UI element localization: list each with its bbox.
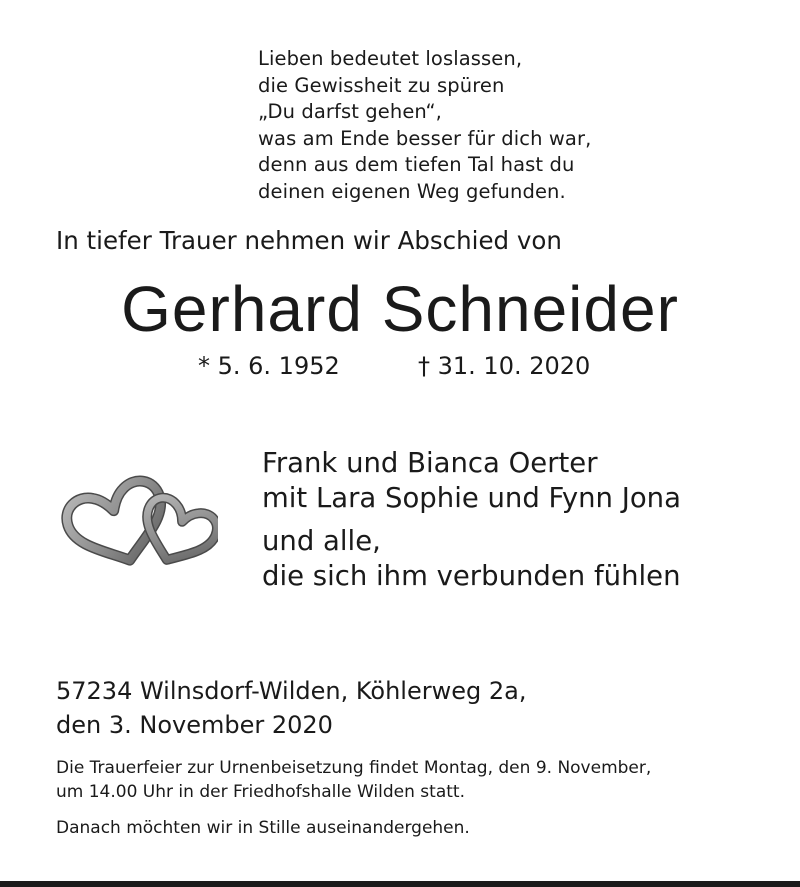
poem bbox=[258, 46, 591, 205]
death-date: † 31. 10. 2020 bbox=[418, 352, 591, 380]
family-signature bbox=[262, 446, 681, 594]
poem-line: die Gewissheit zu spüren bbox=[258, 73, 505, 97]
intro-text: In tiefer Trauer nehmen wir Abschied von bbox=[56, 226, 562, 255]
family-line: Frank und Bianca Oerter bbox=[262, 447, 598, 479]
info-line: Die Trauerfeier zur Urnenbeisetzung findet Montag, den 9. November, bbox=[56, 758, 652, 778]
address-block bbox=[56, 674, 526, 742]
date-line: den 3. November 2020 bbox=[56, 711, 333, 739]
deceased-name: Gerhard Schneider bbox=[121, 273, 679, 345]
info-line: um 14.00 Uhr in der Friedhofshalle Wilden statt. bbox=[56, 782, 465, 802]
family-line: mit Lara Sophie und Fynn Jona bbox=[262, 482, 681, 514]
two-hearts-icon bbox=[58, 466, 218, 578]
poem-line: Lieben bedeutet loslassen, bbox=[258, 47, 523, 70]
family-line: und alle, bbox=[262, 525, 381, 557]
poem-line: was am Ende besser für dich war, bbox=[258, 126, 592, 150]
funeral-info bbox=[56, 756, 651, 804]
address-line: 57234 Wilnsdorf-Wilden, Köhlerweg 2a, bbox=[56, 677, 527, 705]
birth-date: * 5. 6. 1952 bbox=[198, 352, 340, 380]
family-line: die sich ihm verbunden fühlen bbox=[262, 560, 681, 592]
poem-line: „Du darfst gehen“, bbox=[258, 100, 442, 123]
poem-line: deinen eigenen Weg gefunden. bbox=[258, 179, 566, 203]
poem-line: denn aus dem tiefen Tal hast du bbox=[258, 153, 575, 176]
closing-text: Danach möchten wir in Stille auseinandergehen. bbox=[56, 818, 470, 838]
